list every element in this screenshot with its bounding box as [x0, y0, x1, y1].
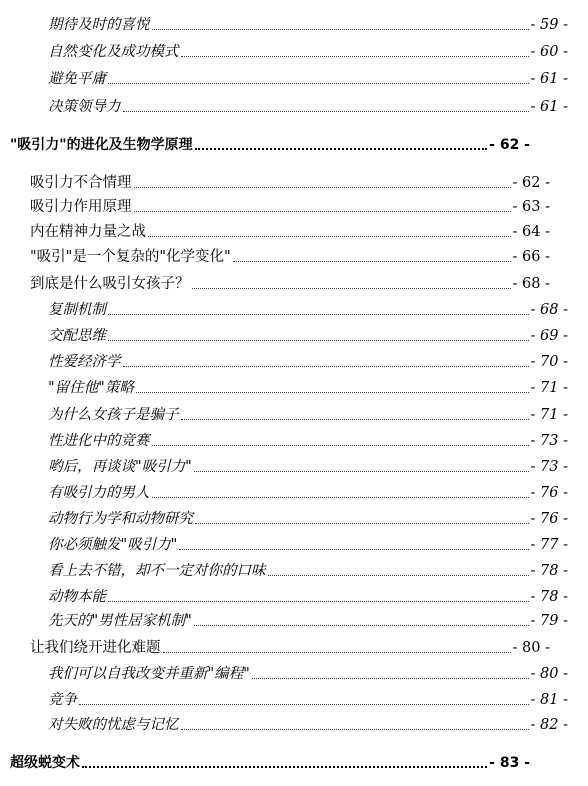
toc-entry-title: "吸引"是一个复杂的"化学变化" [30, 249, 231, 265]
toc-entry [0, 534, 588, 554]
toc-entry-title: "留住他"策略 [48, 380, 134, 396]
toc-entry [0, 560, 588, 580]
toc-entry-page: - 76 - [530, 485, 568, 501]
toc-entry-page: - 80 - [530, 666, 568, 682]
toc-entry-title: 自然变化及成功模式 [48, 44, 179, 60]
toc-entry-page: - 63 - [512, 199, 550, 215]
toc-entry-page: - 69 - [530, 328, 568, 344]
toc-entry [0, 68, 588, 88]
dot-leader [233, 261, 511, 262]
toc-chapter [0, 134, 550, 154]
toc-entry [0, 246, 570, 266]
toc-entry [0, 273, 570, 293]
toc-entry-title: 动物行为学和动物研究 [48, 511, 193, 527]
dot-leader [152, 445, 529, 446]
toc-entry-title: 交配思维 [48, 328, 106, 344]
dot-leader [136, 392, 529, 393]
dot-leader [148, 236, 511, 237]
toc-entry [0, 456, 588, 476]
toc-entry-title: 到底是什么吸引女孩子？ [30, 276, 190, 292]
dot-leader [179, 549, 528, 550]
toc-entry-title: 期待及时的喜悦 [48, 17, 150, 33]
toc-entry-title: 内在精神力量之战 [30, 224, 146, 240]
toc-entry-page: - 60 - [530, 44, 568, 60]
toc-entry [0, 430, 588, 450]
toc-entry-title: 决策领导力 [48, 99, 121, 115]
toc-entry-title: 性进化中的竞赛 [48, 433, 150, 449]
toc-entry [0, 637, 570, 657]
toc-entry-title: 对失败的忧虑与记忆 [48, 717, 179, 733]
toc-entry [0, 404, 588, 424]
toc-entry [0, 610, 588, 630]
dot-leader [108, 601, 529, 602]
toc-entry-page: - 81 - [530, 692, 568, 708]
toc-entry-title: 性爱经济学 [48, 354, 121, 370]
toc-entry [0, 689, 588, 709]
toc-entry [0, 221, 570, 241]
toc-entry-page: - 62 - [512, 175, 550, 191]
toc-entry-page: - 73 - [530, 433, 568, 449]
dot-leader [108, 314, 529, 315]
dot-leader [134, 187, 511, 188]
toc-entry-page: - 77 - [530, 537, 568, 553]
toc-entry-page: - 68 - [530, 302, 568, 318]
dot-leader [134, 211, 511, 212]
dot-leader [181, 729, 529, 730]
toc-entry [0, 96, 588, 116]
toc-entry-page: - 62 - [489, 137, 530, 153]
toc-entry-title: 我们可以自我改变并重新"编程" [48, 666, 250, 682]
toc-entry-page: - 71 - [530, 407, 568, 423]
toc-entry [0, 14, 588, 34]
toc-entry-title: 吸引力作用原理 [30, 199, 132, 215]
dot-leader [268, 575, 529, 576]
toc-entry-page: - 78 - [530, 589, 568, 605]
toc-entry [0, 172, 570, 192]
toc-entry-title: 有吸引力的男人 [48, 485, 150, 501]
toc-entry-title: 超级蜕变术 [10, 755, 80, 771]
dot-leader [195, 523, 529, 524]
toc-entry [0, 586, 588, 606]
toc-entry-title: 复制机制 [48, 302, 106, 318]
dot-leader [123, 366, 529, 367]
toc-entry [0, 714, 588, 734]
toc-entry-title: 为什么女孩子是骗子 [48, 407, 179, 423]
toc-entry-page: - 80 - [512, 640, 550, 656]
toc-entry-page: - 76 - [530, 511, 568, 527]
toc-entry-page: - 66 - [512, 249, 550, 265]
toc-entry-title: 哟后，再谈谈"吸引力" [48, 459, 192, 475]
dot-leader [181, 56, 529, 57]
toc-entry-page: - 59 - [530, 17, 568, 33]
toc-entry-title: 动物本能 [48, 589, 106, 605]
toc-entry [0, 663, 588, 683]
toc-entry-page: - 68 - [512, 276, 550, 292]
dot-leader [195, 148, 488, 150]
toc-entry-title: "吸引力"的进化及生物学原理 [10, 137, 193, 153]
toc-entry-page: - 73 - [530, 459, 568, 475]
toc-entry [0, 41, 588, 61]
toc-entry [0, 196, 570, 216]
dot-leader [194, 471, 529, 472]
toc-entry-title: 竞争 [48, 692, 77, 708]
dot-leader [181, 419, 529, 420]
toc-entry-title: 让我们绕开进化难题 [30, 640, 161, 656]
toc-entry-page: - 61 - [530, 99, 568, 115]
dot-leader [108, 340, 529, 341]
toc-chapter [0, 752, 550, 772]
toc-entry [0, 482, 588, 502]
toc-entry-title: 先天的"男性居家机制" [48, 613, 192, 629]
toc-entry-page: - 70 - [530, 354, 568, 370]
dot-leader [82, 766, 487, 768]
dot-leader [252, 678, 529, 679]
toc-entry-title: 吸引力不合情理 [30, 175, 132, 191]
toc-entry-title: 看上去不错，却不一定对你的口味 [48, 563, 266, 579]
toc-entry-page: - 79 - [530, 613, 568, 629]
toc-entry [0, 325, 588, 345]
dot-leader [163, 652, 511, 653]
toc-entry [0, 299, 588, 319]
dot-leader [152, 29, 529, 30]
toc-entry-page: - 83 - [489, 755, 530, 771]
toc-entry [0, 377, 588, 397]
toc-entry [0, 508, 588, 528]
toc-entry-title: 你必须触发"吸引力" [48, 537, 178, 553]
toc-entry-page: - 64 - [512, 224, 550, 240]
toc-entry-title: 避免平庸 [48, 71, 106, 87]
dot-leader [152, 497, 529, 498]
toc-entry [0, 351, 588, 371]
toc-entry-page: - 61 - [530, 71, 568, 87]
dot-leader [123, 111, 529, 112]
toc-entry-page: - 82 - [530, 717, 568, 733]
dot-leader [192, 288, 511, 289]
toc-entry-page: - 71 - [530, 380, 568, 396]
dot-leader [79, 704, 529, 705]
dot-leader [194, 625, 529, 626]
toc-entry-page: - 78 - [530, 563, 568, 579]
dot-leader [108, 83, 529, 84]
